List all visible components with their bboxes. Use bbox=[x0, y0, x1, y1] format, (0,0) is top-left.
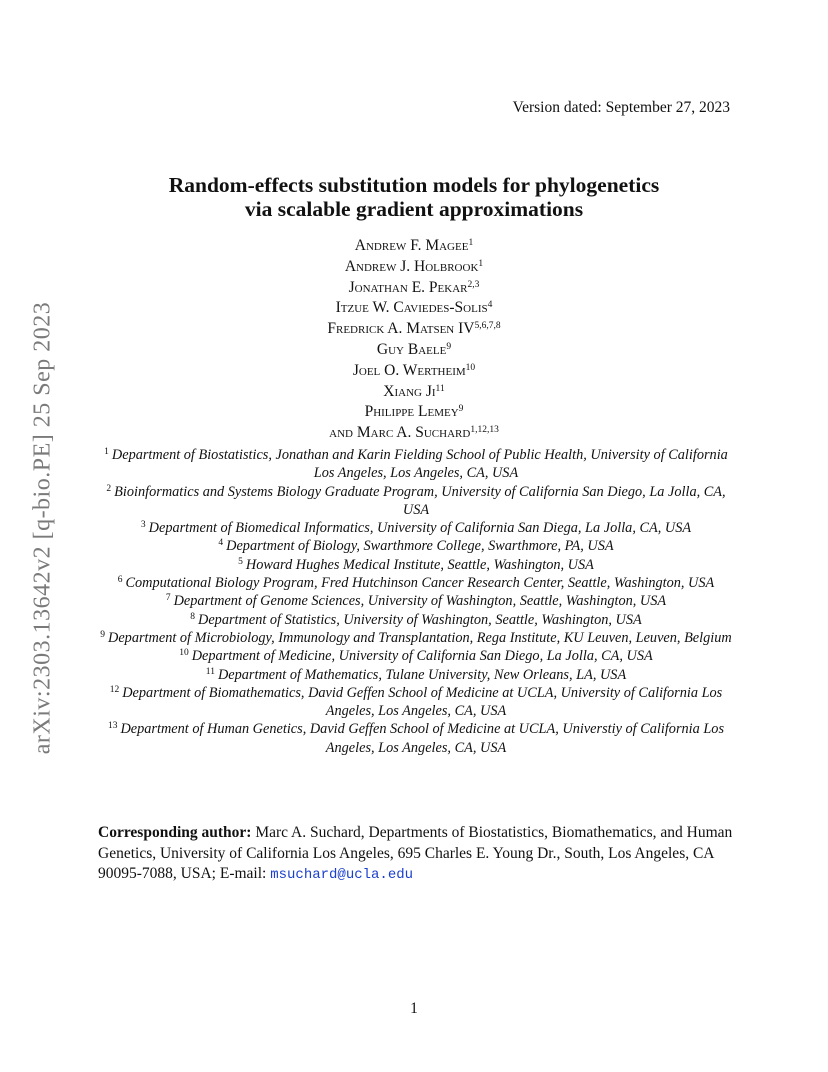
corresponding-author-details: Marc A. Suchard, Departments of Biostatistics, Biomathematics, and Human Genetics, University of California Los Angeles, 695 Charles E. Young Dr., South, Los Angeles, CA 90095-7088, USA; E-mail: bbox=[98, 824, 733, 882]
affiliation-text: Department of Genome Sciences, University of Washington, Seattle, Washington, USA bbox=[173, 593, 667, 610]
author-affiliation-marker: 9 bbox=[458, 404, 464, 415]
affiliation-number: 2 bbox=[106, 483, 112, 494]
affiliation bbox=[98, 684, 734, 721]
author-affiliation-marker: 4 bbox=[487, 300, 493, 311]
affiliation bbox=[98, 519, 734, 537]
affiliation bbox=[98, 574, 734, 592]
affiliation-text: Department of Medicine, University of California San Diego, La Jolla, CA, USA bbox=[191, 648, 653, 665]
affiliation-text: Howard Hughes Medical Institute, Seattle, Washington, USA bbox=[245, 556, 594, 573]
author bbox=[0, 298, 828, 319]
affiliation-text: Department of Biology, Swarthmore College, Swarthmore, PA, USA bbox=[226, 538, 614, 555]
author-affiliation-marker: 11 bbox=[435, 383, 445, 394]
affiliation-text: Department of Biomathematics, David Geffen School of Medicine at UCLA, University of California Los Angeles, Los Angeles, CA, USA bbox=[122, 684, 723, 720]
email-link[interactable]: msuchard@ucla.edu bbox=[270, 867, 414, 883]
author bbox=[0, 236, 828, 257]
paper-title bbox=[0, 173, 828, 221]
page-number: 1 bbox=[410, 1000, 418, 1017]
affiliation bbox=[98, 483, 734, 520]
author bbox=[0, 319, 828, 340]
affiliation bbox=[98, 537, 734, 555]
affiliation-number: 1 bbox=[104, 447, 109, 457]
author-name: Fredrick A. Matsen IV bbox=[327, 320, 475, 338]
affiliation-number: 3 bbox=[140, 520, 146, 531]
affiliation bbox=[98, 556, 734, 574]
author bbox=[0, 361, 828, 382]
affiliation-number: 12 bbox=[109, 684, 120, 695]
affiliation bbox=[98, 611, 734, 629]
author-affiliation-marker: 5,6,7,8 bbox=[474, 321, 501, 332]
author bbox=[0, 278, 828, 299]
affiliation-text: Department of Statistics, University of Washington, Seattle, Washington, USA bbox=[198, 611, 642, 628]
affiliation-number: 13 bbox=[107, 721, 118, 732]
affiliation-text: Department of Biostatistics, Jonathan and Karin Fielding School of Public Health, University of California Los Angeles, Los Angeles, CA, USA bbox=[111, 447, 728, 482]
affiliation-list bbox=[98, 446, 734, 757]
author-name: Philippe Lemey bbox=[364, 403, 459, 421]
author-name: Xiang Ji bbox=[383, 382, 436, 400]
version-date: Version dated: September 27, 2023 bbox=[512, 99, 730, 116]
affiliation-number: 6 bbox=[117, 575, 123, 586]
corresponding-author-label: Corresponding author: bbox=[98, 824, 252, 841]
affiliation bbox=[98, 647, 734, 665]
author bbox=[0, 402, 828, 423]
affiliation-number: 5 bbox=[238, 556, 243, 567]
author-affiliation-marker: 1 bbox=[468, 238, 474, 248]
author-name: Guy Baele bbox=[376, 340, 447, 358]
affiliation-number: 4 bbox=[218, 538, 224, 549]
affiliation bbox=[98, 666, 734, 684]
author bbox=[0, 340, 828, 361]
author-affiliation-marker: 2,3 bbox=[467, 279, 480, 290]
author-affiliation-marker: 10 bbox=[465, 362, 476, 373]
author-name: Itzue W. Caviedes-Solis bbox=[335, 299, 488, 317]
author bbox=[0, 382, 828, 403]
author bbox=[0, 257, 828, 278]
affiliation-text: Bioinformatics and Systems Biology Graduate Program, University of California San Diego, La Jolla, CA, USA bbox=[114, 483, 726, 518]
title-line-1: Random-effects substitution models for phylogenetics bbox=[168, 173, 660, 197]
affiliation-number: 11 bbox=[205, 666, 215, 677]
corresponding-author bbox=[98, 823, 734, 886]
affiliation-number: 8 bbox=[190, 611, 196, 622]
affiliation bbox=[98, 446, 734, 483]
author-affiliation-marker: 1 bbox=[478, 258, 484, 269]
affiliation-text: Department of Human Genetics, David Geffen School of Medicine at UCLA, Universtiy of California Los Angeles, Los Angeles, CA, USA bbox=[120, 721, 725, 756]
affiliation-number: 7 bbox=[165, 593, 171, 604]
affiliation-text: Department of Mathematics, Tulane University, New Orleans, LA, USA bbox=[217, 666, 627, 683]
affiliation bbox=[98, 720, 734, 757]
author-name: and Marc A. Suchard bbox=[329, 424, 471, 442]
title-line-2: via scalable gradient approximations bbox=[244, 197, 584, 221]
affiliation bbox=[98, 629, 734, 647]
affiliation-number: 9 bbox=[100, 629, 106, 640]
arxiv-identifier[interactable]: arXiv:2303.13642v2 [q-bio.PE] 25 Sep 2023 bbox=[29, 301, 56, 755]
author-name: Andrew J. Holbrook bbox=[344, 257, 479, 275]
affiliation bbox=[98, 592, 734, 610]
author-name: Jonathan E. Pekar bbox=[348, 278, 468, 296]
affiliation-text: Department of Biomedical Informatics, University of California San Diega, La Jolla, CA, USA bbox=[148, 520, 692, 537]
affiliation-text: Computational Biology Program, Fred Hutchinson Cancer Research Center, Seattle, Washington, USA bbox=[125, 575, 715, 592]
author bbox=[0, 423, 828, 444]
author-name: Joel O. Wertheim bbox=[352, 361, 466, 379]
author-list bbox=[0, 236, 828, 444]
author-affiliation-marker: 9 bbox=[446, 341, 452, 352]
author-affiliation-marker: 1,12,13 bbox=[470, 425, 499, 436]
affiliation-text: Department of Microbiology, Immunology and Transplantation, Rega Institute, KU Leuven, Leuven, Belgium bbox=[108, 629, 732, 646]
author-name: Andrew F. Magee bbox=[354, 237, 469, 254]
affiliation-number: 10 bbox=[179, 648, 189, 659]
